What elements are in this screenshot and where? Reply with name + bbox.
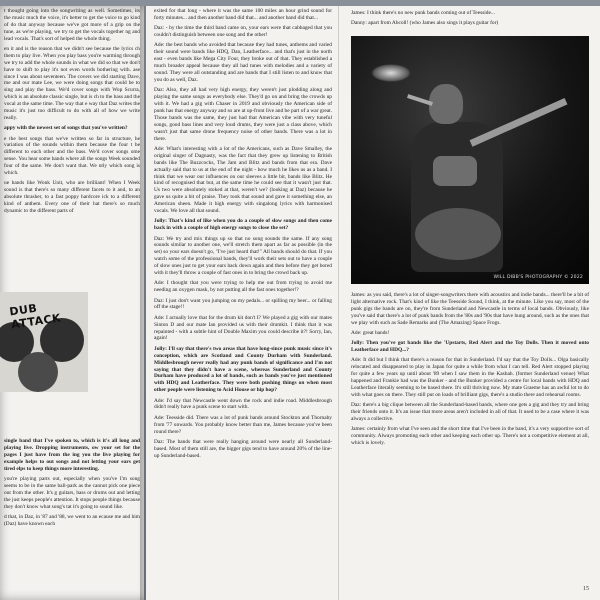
paragraph: exited for that long - where it was the same 100 miles an hour grind sound for forty minutes... and then another band did that... and another band did that... (154, 8, 332, 21)
guitar-neck (470, 98, 568, 147)
paragraph: Daz: Also, they all had very high energy, they weren't just plodding along and playing the same songs as everybody else. They'd go on and bring the crowds up with it. We had a gig with Chaser in 2019 and obviously the American side of punk has that energy anyway and so are at up-front live and be part of a war great. Those bands was the same, they just had that American vibe with very tuneful songs, good bass lines and very loud drums, they were just a class above, which wasn't just that same drone frequency noise of other bands. There was a lot in there. (154, 87, 332, 142)
paragraph: Danny: apart from Abcoll! (who James also sings it plays guitar for) (351, 20, 499, 27)
paragraph: Daz: there's a big clique between all the Sunderland-based bands, where one gets a gig and they try and bring their friends onto it. It's an issue that more areas aren't included in all of that. It used to be a case where it was always a collective. (351, 402, 589, 423)
paragraph: Ade: I'd say that Newcastle went down the rock and indie road. Middlesbrough didn't really have a punk scene to start with. (154, 397, 332, 411)
paragraph: James: as you said, there's a lot of singer-songwriters there with acoustics and indie bands... there'll be a bit of light alternative rock. That's kind of like the Teesside Sound, I think, at the minute. Like you say, most of the punk gigs the bands are on, they're from Sunderland and Newcastle in terms of local bands. Obviously, like you've said that there's a lot of punk bands from the '80s and '90s that have hung around, such as the ones that we play with such as Sade Remarks and (The Amazing) Space Frogs. (351, 292, 589, 326)
paragraph: t thought going into the songwriting as well. Sometimes, its the music much the voice, it's better to get the voice to go kind of do that anyway because we've got more of a grip on the tune, as we're playing, we try to get the vocals together ng and lead vocals. That's sort of helped the whole thing. (4, 8, 140, 42)
paragraph: Ade: What's interesting with a lot of the Americans, such as Dave Smalley, the original singer of Dagnasty, was the fact that they grew up listening to British bands like The Buzzcocks, The Jam and Blitz and bands from that era. Dave actually said that to us at the end of the night - how much he likes us as a band. I think that we wear our influences on our sleeves a little bit, bands like Blitz. He kind of recognised that but, at the same time he could see that it wasn't just that. Us two were absolutely stoked at that, weren't we? (looking at Daz) because he gave us quite a bit of praise. They took that sound and gave it something else, an American sheen. Made it high energy with singalong lyrics with harmonised vocals. We love all that sound. (154, 145, 332, 215)
interview-question: Jolly: I'll say that there's two areas that have long-since punk music since it's conception, which are Scotland and County Durham with Sunderland. Middlesbrough never really had any punk bands of significance and I'm not saying that they didn't have a scene, whereas Sunderland and County Durham have produced a lot of bands, such as bands you've just mentioned with HDQ and Leatherface. They were both pushing things on when most other people were listening to Acid House or hip hop? (154, 345, 332, 394)
paragraph: Ade: great bands! (351, 329, 390, 336)
middle-page (146, 6, 338, 600)
paragraph: James: I think there's no new punk bands coming out of Teesside... (351, 10, 495, 16)
left-lower-text (4, 438, 140, 531)
band-live-photo (351, 36, 589, 284)
photo-credit: WILL DIBB'S PHOTOGRAPHY © 2022 (493, 275, 583, 280)
interview-question: Jolly: Then you've got bands like the 'Upstarts, Red Alert and the Toy Dolls. Then it moved onto Leatherface and HDQ...? (351, 340, 589, 354)
paragraph: Daz: - by the time the third band came on, your ears were that cabbaged that you couldn't distinguish between one song and the other! (154, 25, 332, 39)
left-upper-text (4, 8, 140, 218)
paragraph: Ade: Teesside did. There was a lot of punk bands around Stockton and Thornaby from '77 onwards. You probably know better than me, James because you've been round there? (154, 414, 332, 435)
paragraph: Ade: I actually love that for the drum kit don't I? We played a gig with our mates Sinton D and our mate Ian provided us with their drumkit. I think that it was repainted - with a subtle hint of Double Maxim you could describe it?! Sorry, Ian, again! (154, 314, 332, 342)
paragraph: James: certainly from what I've seen and the short time that I've been in the band, it's a very supportive sort of community. Always promoting each other and keeping each other up. There's not a competitive element at all, which is lovely. (351, 426, 589, 447)
interview-question: Jolly: That's kind of like when you do a couple of slow songs and then come back in with a couple of high energy songs to close the set? (154, 218, 332, 232)
shirt-print (433, 156, 477, 186)
guitarist-head (429, 84, 463, 124)
cartoon-body-shape (18, 352, 58, 392)
left-page (0, 6, 144, 600)
right-bottom-text (351, 292, 589, 450)
page-number: 15 (583, 586, 589, 592)
paragraph: e the best songs that we've written so far in structure, he variation of the sounds within them because the four t be different to each other and the bass. We'd cover songs ome sense. You hear some bands where all the songs Week sounded four of the same. We don't want that. We ntly which song is which. (4, 135, 140, 177)
sticker-title: DUB ATTACK (8, 301, 62, 332)
right-top-text (351, 10, 589, 31)
right-page (338, 6, 600, 600)
paragraph: d that, in Daz, in '87 and '88, we went to an ecause me and him (Daz) have known each (4, 513, 140, 527)
stage-light (371, 64, 411, 82)
band-sticker-image (0, 292, 88, 392)
paragraph: ue bands like Wonk Unit, who are brilliant! When I Week sound is that there's so many different facets to it and, to an absolute thrasher, to a fast poppy hardcore ick to a different kind of anthem. Every one of their hat there's so much dynamic to the different parts of (4, 180, 140, 215)
paragraph: you're playing parts out, especially when you've I'm song seems to be in the same ball-park as the cannot pick one piece out from the other. It's g guitars, bass or drums out and letting the just keeps people's attention. It stops people things because they don't know what song's tat it's going to sound like. (4, 475, 140, 510)
middle-page-text (154, 8, 332, 463)
interview-question: appy with the newest set of songs that you've written? (4, 125, 128, 132)
paragraph: en it and is the reason that we didn't see because the lyrics ch them to play live. When you play bass you're warming through we try to add the whole sounds in what we did so that we don't have to shift to play it's not even words bothering with. ase since I was about seventeen. The covers we did starting Dave, me and our mate Lee, we were doing songs that could be to sing and play the bass. We'd cover songs with Wop Scurra, which is an absolute classic single, but is ch to the bass and the vocal at the same time. The way that e way that Daz writes the music it's just too difficult to do with all of how we write really. (4, 45, 140, 121)
guitar-body (415, 208, 501, 260)
interview-question: single band that I've spoken to, which is it's all long and playing live. Dropping instruments, ow your set for the pages I just have from the ing you the live playing for example helps to out songs and not letting your ears get tired elps to keep things more interesting. (4, 438, 140, 472)
paragraph: Ade: the best bands who avoided that because they had tunes, anthems and varied their sound were bands like HDQ, Dan, Leatherface... and that's just in the north east - even bands like Mega City Four, they broke out of that. They established a much broader appeal because they all had tunes with melodies and a variety of sound. They were all outstanding and are bands that I still listen to and know that you do as well, Daz. (154, 42, 332, 83)
paragraph: Daz: I just don't want you jumping on my pedals... or spilling my beer... or falling off the stage!! (154, 297, 332, 311)
paragraph: Ade: It did but I think that there's a reason for that in Sunderland. I'd say that the Toy Dolls... Olga basically relocated and disappeared to play in Japan for quite a while from what I can tell. Red Alert stopped playing for quite a few years up until about '89 when I saw them in the Kasbah. (former Sunderland venue) What happened and Frankie had was the Bunker - and the Bunker provided a centre for local bands with HDQ and Leatherface literally seeming to be based there. It's still thriving now. My mate Graeme has an awful lot to do with what goes on there. They still put on loads of brilliant gigs, there's a studio there and rehearsal rooms. (351, 357, 589, 398)
paragraph: Daz: We try and mix things up so that no song sounds the same. If any song sounds similar to another one, we'll stretch them apart as far as possible (in the set) so your ears doesn't go, "I've just heard that!" All bands should do that. If you watch some of the professional bands, they'll work their sets out to have a couple of slow ones just to get your ears back down again and then before they get bored with it they'll throw a couple of fast ones in to bring the crowd back up. (154, 235, 332, 277)
paragraph: Daz: The bands that were really hanging around were nearly all Sunderland-based. Most of them still are, the bigger gigs tend to have around 20% of the line-up Sunderland-based. (154, 438, 332, 459)
paragraph: Ade: I thought that you were trying to help me out from trying to avoid me needing an oxygen mask, by not putting all the fast ones together!? (154, 280, 332, 294)
